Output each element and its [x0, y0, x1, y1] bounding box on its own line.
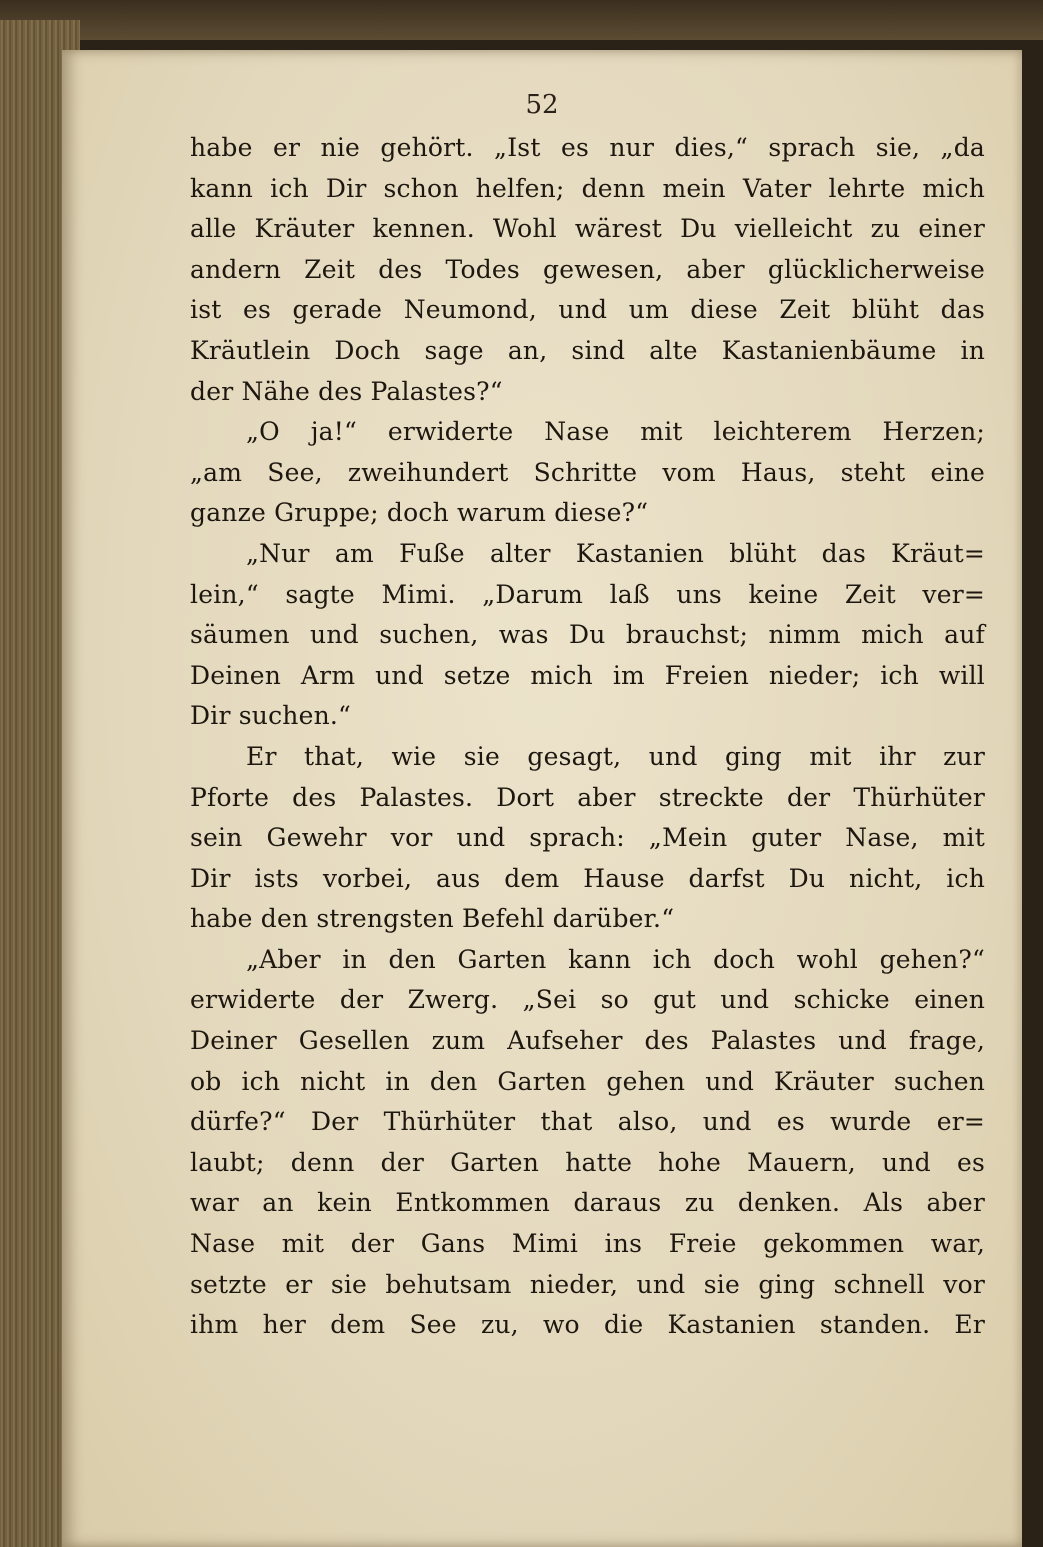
text-line: laubt; denn der Garten hatte hohe Mauern, und es [190, 1147, 985, 1177]
text-line: Pforte des Palastes. Dort aber streckte der Thürhüter [190, 782, 985, 812]
text-line: dürfe?“ Der Thürhüter that also, und es wurde er= [190, 1107, 985, 1137]
text-line: war an kein Entkommen daraus zu denken. Als aber [190, 1188, 985, 1218]
text-line: erwiderte der Zwerg. „Sei so gut und schicke einen [190, 985, 985, 1015]
text-line: Deinen Arm und setze mich im Freien nieder; ich will [190, 660, 985, 690]
text-line: Dir ists vorbei, aus dem Hause darfst Du nicht, ich [190, 863, 985, 893]
text-line: sein Gewehr vor und sprach: „Mein guter Nase, mit [190, 823, 985, 853]
text-line: alle Kräuter kennen. Wohl wärest Du vielleicht zu einer [190, 214, 985, 244]
text-line: Deiner Gesellen zum Aufseher des Palastes und frage, [190, 1026, 985, 1056]
text-line: Dir suchen.“ [190, 701, 351, 731]
text-line: säumen und suchen, was Du brauchst; nimm mich auf [190, 620, 985, 650]
book-top-edge [0, 0, 1043, 40]
text-line: „O ja!“ erwiderte Nase mit leichterem Herzen; [246, 417, 985, 447]
text-line: andern Zeit des Todes gewesen, aber glücklicherweise [190, 254, 985, 284]
text-line: setzte er sie behutsam nieder, und sie ging schnell vor [190, 1269, 985, 1299]
text-line: Kräutlein Doch sage an, sind alte Kastanienbäume in [190, 335, 985, 365]
text-line: der Nähe des Palastes?“ [190, 376, 503, 406]
text-line: „am See, zweihundert Schritte vom Haus, steht eine [190, 457, 985, 487]
text-line: Er that, wie sie gesagt, und ging mit ihr zur [246, 741, 985, 771]
text-line: „Nur am Fuße alter Kastanien blüht das Kräut= [246, 538, 985, 568]
text-line: habe den strengsten Befehl darüber.“ [190, 904, 675, 934]
page-number: 52 [525, 90, 559, 120]
text-line: Nase mit der Gans Mimi ins Freie gekommen war, [190, 1229, 985, 1259]
text-line: „Aber in den Garten kann ich doch wohl gehen?“ [246, 944, 985, 974]
text-line: ist es gerade Neumond, und um diese Zeit blüht das [190, 295, 985, 325]
body-text [190, 128, 985, 1346]
text-line: ihm her dem See zu, wo die Kastanien standen. Er [190, 1310, 985, 1340]
text-line: ganze Gruppe; doch warum diese?“ [190, 498, 649, 528]
text-line: lein,“ sagte Mimi. „Darum laß uns keine Zeit ver= [190, 579, 985, 609]
text-line: habe er nie gehört. „Ist es nur dies,“ sprach sie, „da [190, 133, 985, 162]
text-line: ob ich nicht in den Garten gehen und Kräuter suchen [190, 1066, 985, 1096]
text-line: kann ich Dir schon helfen; denn mein Vater lehrte mich [190, 173, 985, 203]
